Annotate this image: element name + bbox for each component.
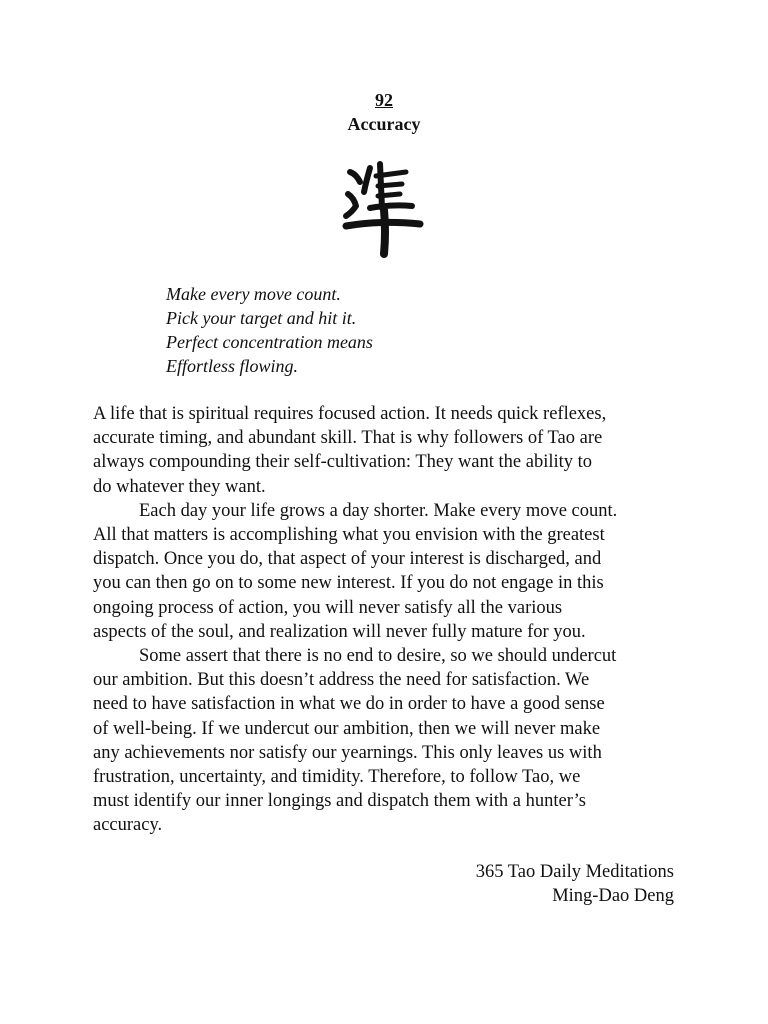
poem-line: Perfect concentration means	[166, 332, 373, 352]
paragraph-2	[93, 499, 683, 644]
poem-line: Effortless flowing.	[166, 356, 299, 376]
paragraph-1	[93, 402, 683, 499]
book-title: 365 Tao Daily Meditations	[475, 862, 674, 882]
text-line: aspects of the soul, and realization will never fully mature for you.	[93, 621, 586, 642]
meditation-title: Accuracy	[347, 114, 421, 134]
paragraph-3	[93, 644, 683, 838]
text-line: need to have satisfaction in what we do in order to have a good sense	[93, 694, 605, 715]
text-line: you can then go on to some new interest. If you do not engage in this	[93, 573, 604, 594]
text-line: any achievements nor satisfy our yearnings. This only leaves us with	[93, 742, 602, 763]
poem-line: Pick your target and hit it.	[166, 308, 357, 328]
text-line: ongoing process of action, you will never satisfy all the various	[93, 597, 563, 618]
author-name: Ming-Dao Deng	[552, 886, 674, 906]
text-line: do whatever they want.	[93, 476, 266, 497]
poem	[166, 282, 373, 378]
meditation-number: 92	[375, 90, 393, 110]
body-text	[93, 402, 683, 838]
text-line: accurate timing, and abundant skill. That is why followers of Tao are	[93, 428, 603, 449]
text-line: of well-being. If we undercut our ambition, then we will never make	[93, 718, 601, 739]
text-line: always compounding their self-cultivation: They want the ability to	[93, 452, 593, 473]
text-line: A life that is spiritual requires focused action. It needs quick reflexes,	[93, 404, 607, 424]
text-line: our ambition. But this doesn’t address the need for satisfaction. We	[93, 670, 590, 691]
text-line: Some assert that there is no end to desire, so we should undercut	[139, 646, 617, 667]
text-line: accuracy.	[93, 815, 163, 836]
text-line: frustration, uncertainty, and timidity. Therefore, to follow Tao, we	[93, 767, 581, 788]
text-line: dispatch. Once you do, that aspect of your interest is discharged, and	[93, 549, 602, 570]
zhun-character-icon	[340, 158, 424, 258]
attribution	[476, 860, 674, 908]
text-line: All that matters is accomplishing what you envision with the greatest	[93, 525, 605, 546]
text-line: must identify our inner longings and dispatch them with a hunter’s	[93, 791, 586, 812]
poem-line: Make every move count.	[166, 284, 341, 304]
text-line: Each day your life grows a day shorter. Make every move count.	[139, 500, 618, 521]
